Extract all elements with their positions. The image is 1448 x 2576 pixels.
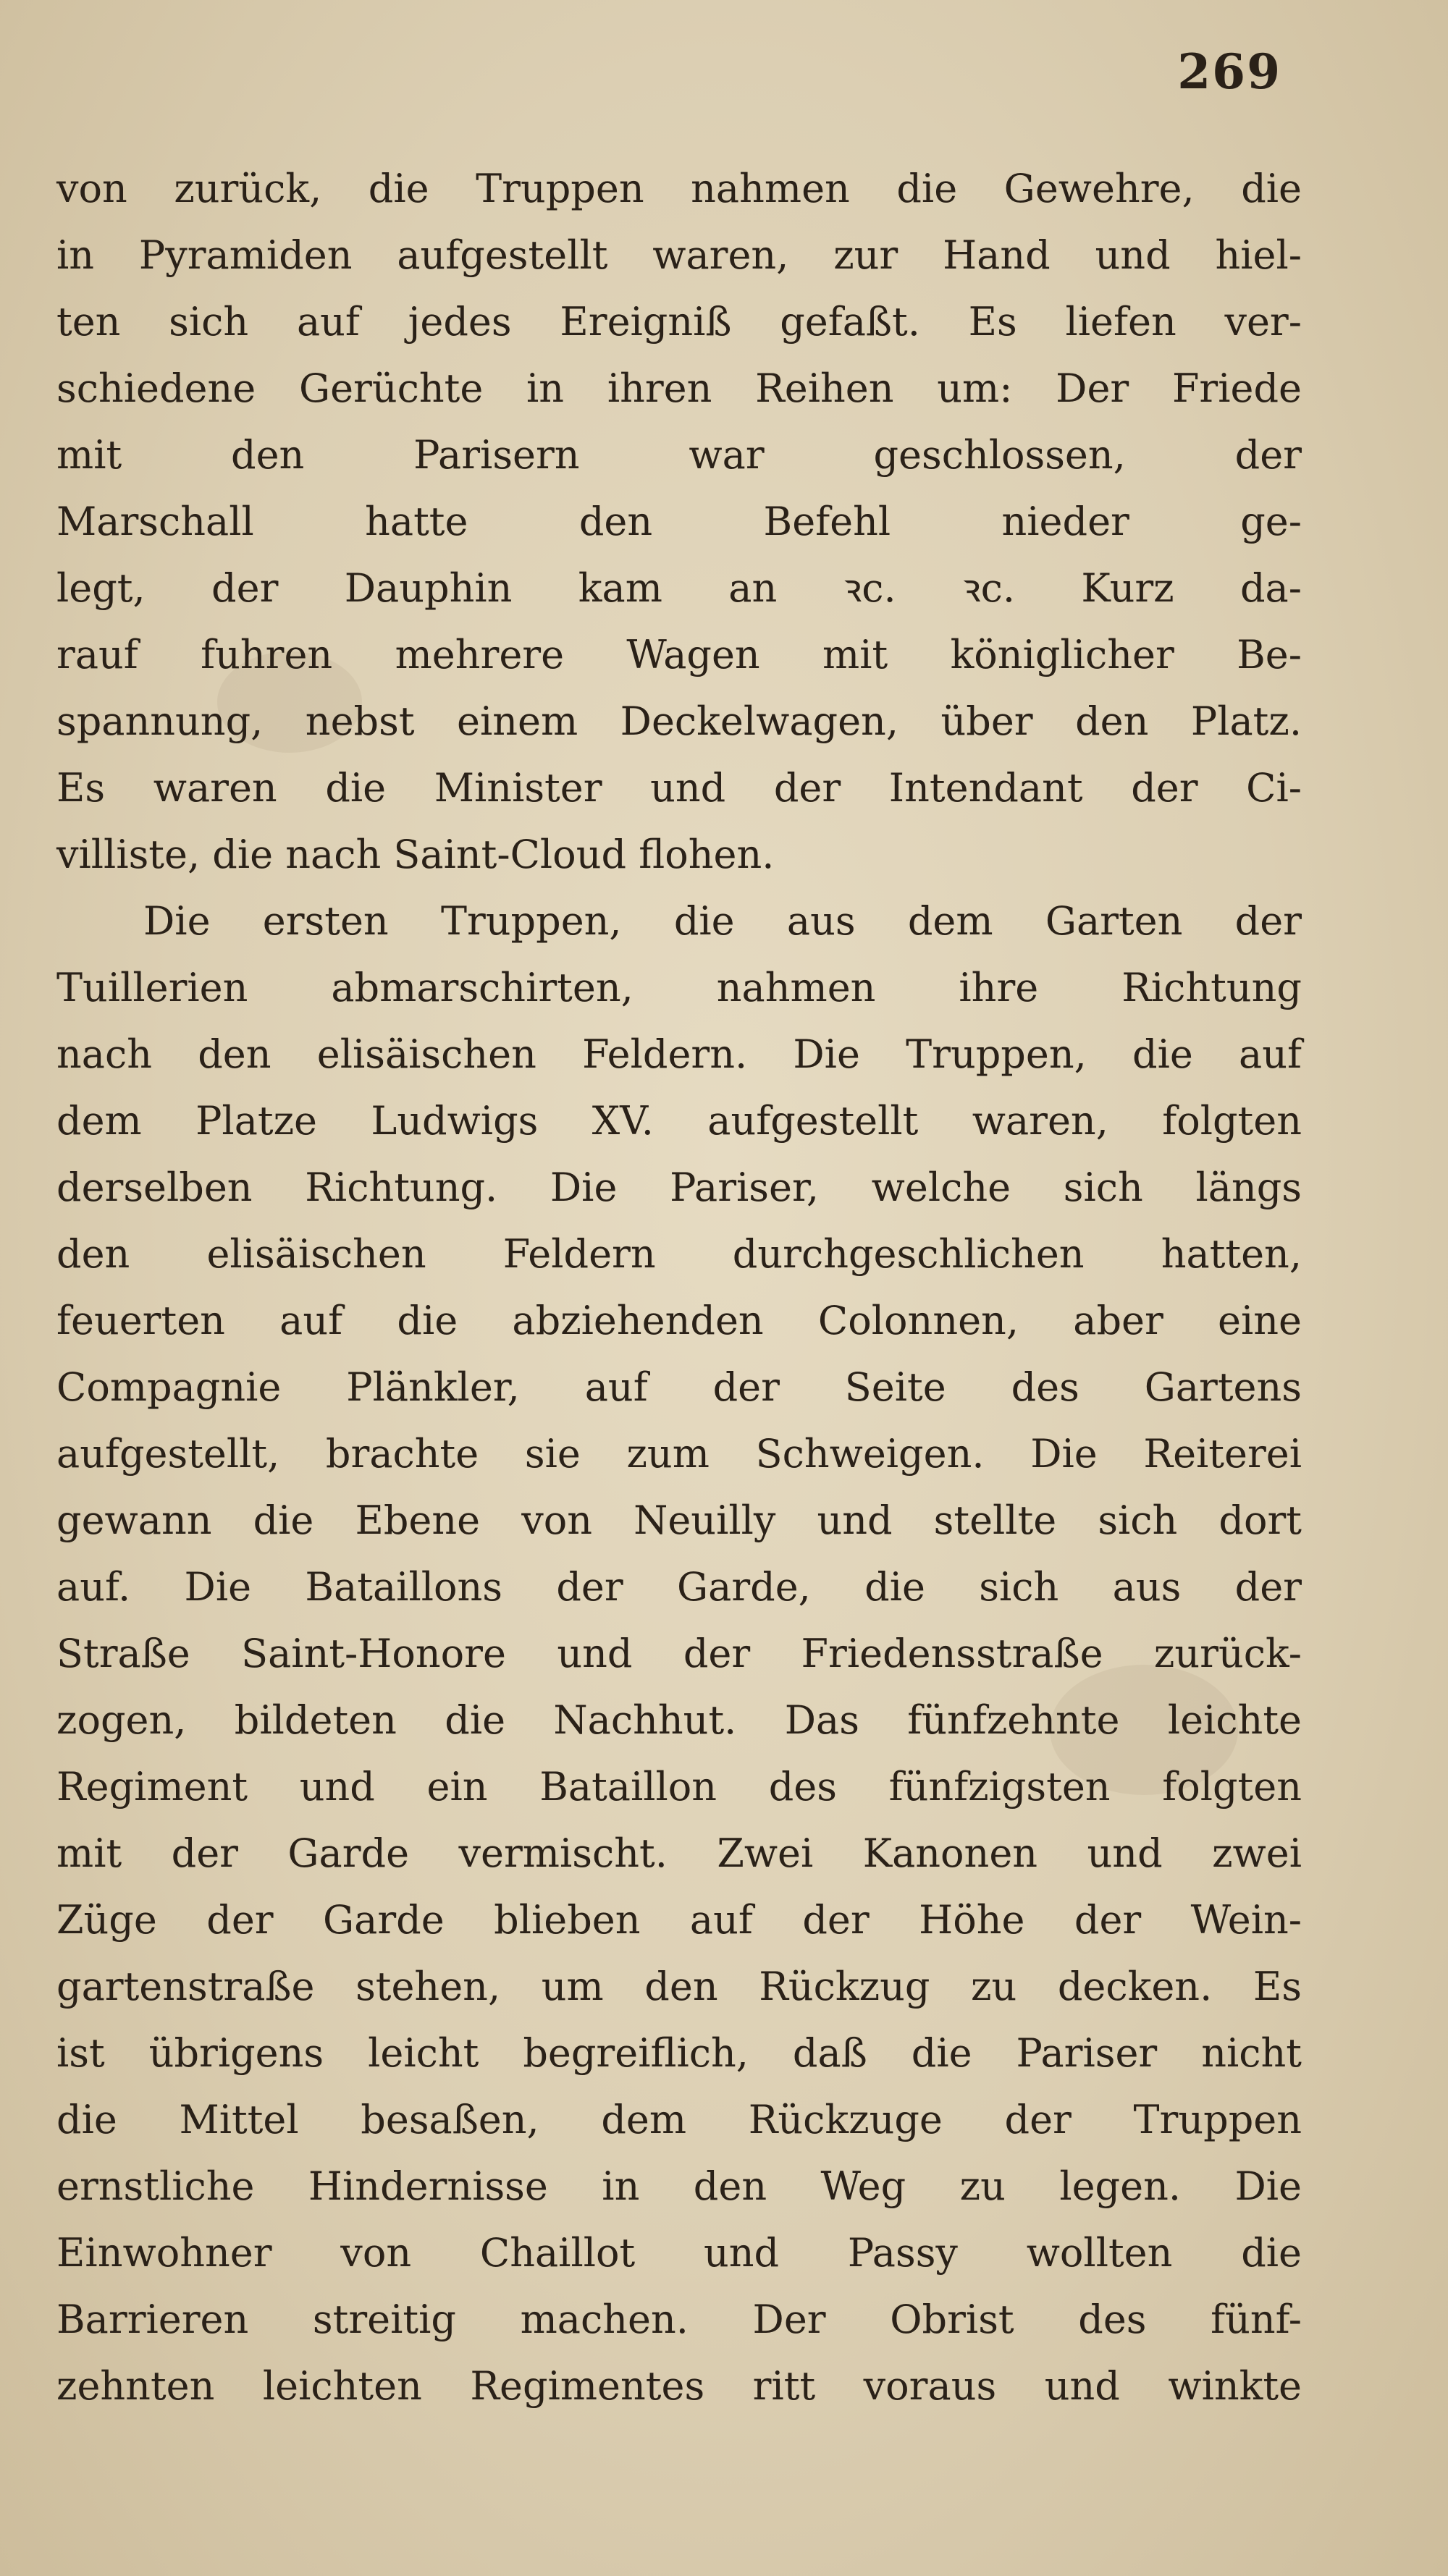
text-line: ten sich auf jedes Ereigniß gefaßt. Es liefen ver- bbox=[56, 299, 1302, 345]
text-line: derselben Richtung. Die Pariser, welche sich längs bbox=[56, 1165, 1302, 1210]
text-line: zogen, bildeten die Nachhut. Das fünfzehnte leichte bbox=[56, 1697, 1302, 1743]
text-line: aufgestellt, brachte sie zum Schweigen. Die Reiterei bbox=[56, 1431, 1302, 1477]
text-line: schiedene Gerüchte in ihren Reihen um: Der Friede bbox=[56, 366, 1302, 411]
text-line: feuerten auf die abziehenden Colonnen, aber eine bbox=[56, 1298, 1302, 1343]
text-line: legt, der Dauphin kam an ꝛc. ꝛc. Kurz da- bbox=[56, 565, 1302, 611]
text-line: auf. Die Bataillons der Garde, die sich aus der bbox=[56, 1564, 1302, 1610]
text-line: Regiment und ein Bataillon des fünfzigsten folgten bbox=[56, 1764, 1302, 1809]
text-line: Straße Saint-Honore und der Friedensstraße zurück- bbox=[56, 1631, 1302, 1676]
text-line: rauf fuhren mehrere Wagen mit königlicher Be- bbox=[56, 632, 1302, 677]
text-line: Einwohner von Chaillot und Passy wollten die bbox=[56, 2230, 1302, 2276]
text-line: den elisäischen Feldern durchgeschlichen hatten, bbox=[56, 1231, 1302, 1277]
text-line: Tuillerien abmarschirten, nahmen ihre Richtung bbox=[56, 965, 1302, 1010]
text-line: Die ersten Truppen, die aus dem Garten der bbox=[143, 898, 1302, 944]
text-line: dem Platze Ludwigs XV. aufgestellt waren, folgten bbox=[56, 1098, 1302, 1144]
text-line: Compagnie Plänkler, auf der Seite des Gartens bbox=[56, 1364, 1302, 1410]
text-line: zehnten leichten Regimentes ritt voraus und winkte bbox=[56, 2363, 1302, 2409]
body-text bbox=[56, 156, 1302, 2420]
text-line: Marschall hatte den Befehl nieder ge- bbox=[56, 499, 1302, 544]
text-line: Es waren die Minister und der Intendant der Ci- bbox=[56, 765, 1302, 811]
text-line: gewann die Ebene von Neuilly und stellte sich dort bbox=[56, 1498, 1302, 1543]
text-line: die Mittel besaßen, dem Rückzuge der Truppen bbox=[56, 2097, 1302, 2142]
text-line: ist übrigens leicht begreiflich, daß die Pariser nicht bbox=[56, 2030, 1302, 2076]
text-line: ernstliche Hindernisse in den Weg zu legen. Die bbox=[56, 2163, 1302, 2209]
text-line: mit den Parisern war geschlossen, der bbox=[56, 432, 1302, 478]
text-line: in Pyramiden aufgestellt waren, zur Hand und hiel- bbox=[56, 232, 1302, 278]
text-line: villiste, die nach Saint-Cloud flohen. bbox=[56, 832, 775, 877]
text-line: Züge der Garde blieben auf der Höhe der Wein- bbox=[56, 1897, 1302, 1943]
page-number: 269 bbox=[1177, 43, 1281, 100]
text-line: von zurück, die Truppen nahmen die Gewehre, die bbox=[56, 166, 1302, 211]
text-line: spannung, nebst einem Deckelwagen, über den Platz. bbox=[56, 698, 1302, 744]
text-line: mit der Garde vermischt. Zwei Kanonen und zwei bbox=[56, 1830, 1302, 1876]
text-line: nach den elisäischen Feldern. Die Truppen, die auf bbox=[56, 1031, 1302, 1077]
text-line: gartenstraße stehen, um den Rückzug zu decken. Es bbox=[56, 1964, 1302, 2009]
text-line: Barrieren streitig machen. Der Obrist des fünf- bbox=[56, 2297, 1302, 2342]
